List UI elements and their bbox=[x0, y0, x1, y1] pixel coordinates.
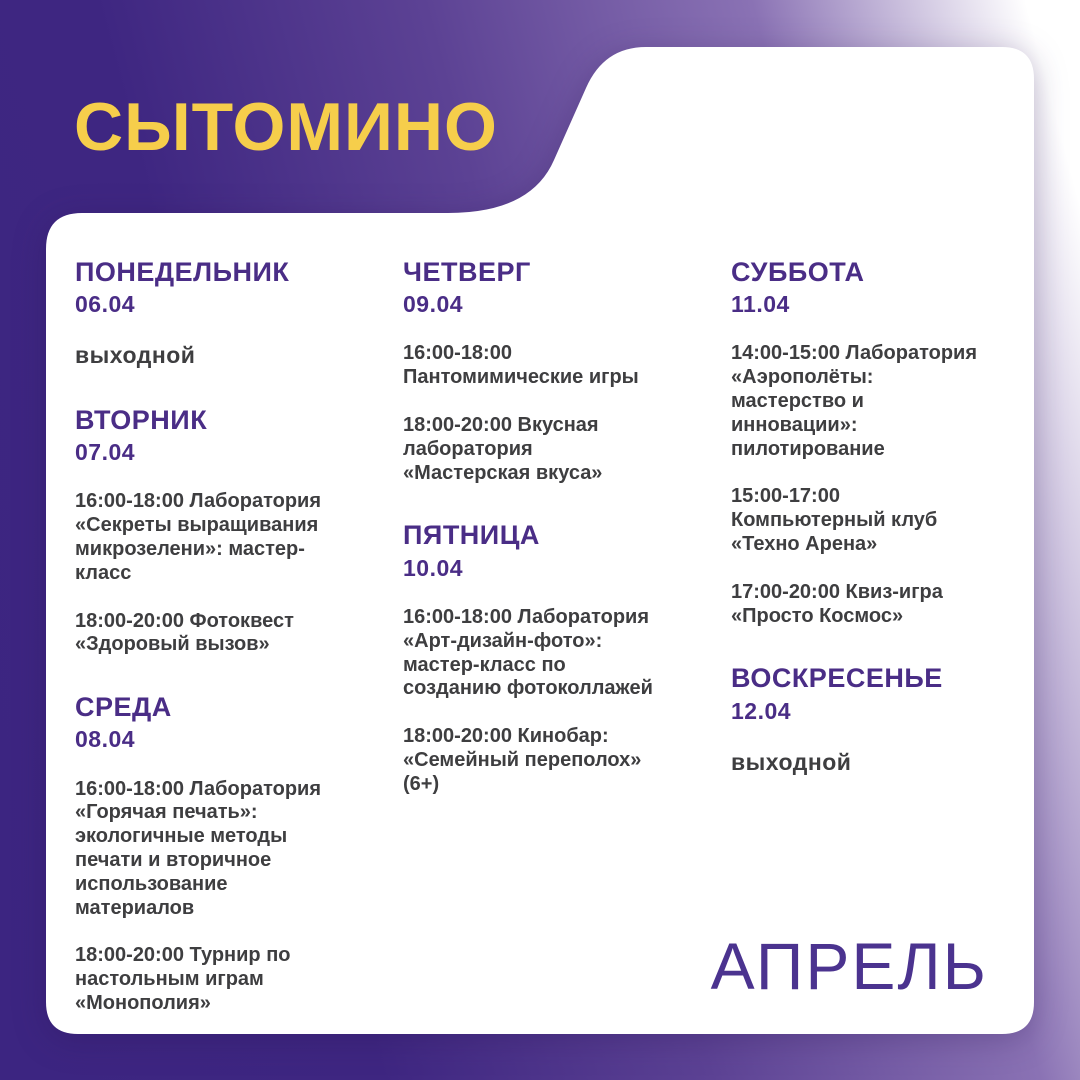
event-item: 16:00-18:00 Лаборатория «Горячая печать»: экологичные методы печати и вторичное использование материалов bbox=[75, 777, 322, 919]
day-section bbox=[403, 258, 661, 485]
day-date: 08.04 bbox=[75, 726, 136, 753]
event-item: 15:00-17:00 Компьютерный клуб «Техно Арена» bbox=[731, 485, 938, 556]
day-date: 10.04 bbox=[403, 554, 464, 581]
schedule-column-2 bbox=[403, 258, 661, 1052]
event-item: 16:00-18:00 Пантомимические игры bbox=[403, 342, 639, 389]
event-item: 18:00-20:00 Турнир по настольным играм «Монополия» bbox=[75, 944, 291, 1014]
day-section bbox=[75, 406, 333, 657]
event-item: 18:00-20:00 Фотоквест «Здоровый вызов» bbox=[75, 609, 294, 656]
event-item: 14:00-15:00 Лаборатория «Аэрополёты: мастерство и инновации»: пилотирование bbox=[731, 342, 978, 460]
day-off-label: выходной bbox=[731, 748, 852, 775]
day-date: 12.04 bbox=[731, 697, 792, 724]
event-item: 16:00-18:00 Лаборатория «Арт-дизайн-фото»: мастер-класс по созданию фотоколлажей bbox=[403, 605, 653, 700]
day-date: 06.04 bbox=[75, 291, 136, 318]
day-name: ЧЕТВЕРГ bbox=[403, 257, 531, 287]
day-name: ВТОРНИК bbox=[75, 404, 208, 435]
day-off-label: выходной bbox=[75, 342, 196, 369]
day-section bbox=[75, 693, 333, 1016]
month-label: АПРЕЛЬ bbox=[710, 929, 988, 1003]
event-item: 18:00-20:00 Кинобар: «Семейный переполох» (6+) bbox=[403, 725, 642, 795]
schedule-column-1 bbox=[75, 258, 333, 1052]
day-name: СРЕДА bbox=[75, 692, 172, 723]
day-section bbox=[731, 258, 989, 628]
day-name: ПЯТНИЦА bbox=[403, 520, 540, 551]
day-section bbox=[731, 664, 989, 776]
day-name: ПОНЕДЕЛЬНИК bbox=[75, 257, 290, 287]
day-name: СУББОТА bbox=[731, 257, 865, 287]
day-date: 11.04 bbox=[731, 291, 790, 318]
event-item: 17:00-20:00 Квиз-игра «Просто Космос» bbox=[731, 580, 943, 627]
event-item: 18:00-20:00 Вкусная лаборатория «Мастерская вкуса» bbox=[403, 414, 603, 484]
day-section bbox=[403, 521, 661, 796]
event-item: 16:00-18:00 Лаборатория «Секреты выращивания микрозелени»: мастер-класс bbox=[75, 490, 322, 584]
day-date: 07.04 bbox=[75, 439, 136, 466]
poster-title: СЫТОМИНО bbox=[74, 89, 498, 165]
day-date: 09.04 bbox=[403, 291, 464, 318]
day-section bbox=[75, 258, 333, 370]
day-name: ВОСКРЕСЕНЬЕ bbox=[731, 663, 943, 694]
